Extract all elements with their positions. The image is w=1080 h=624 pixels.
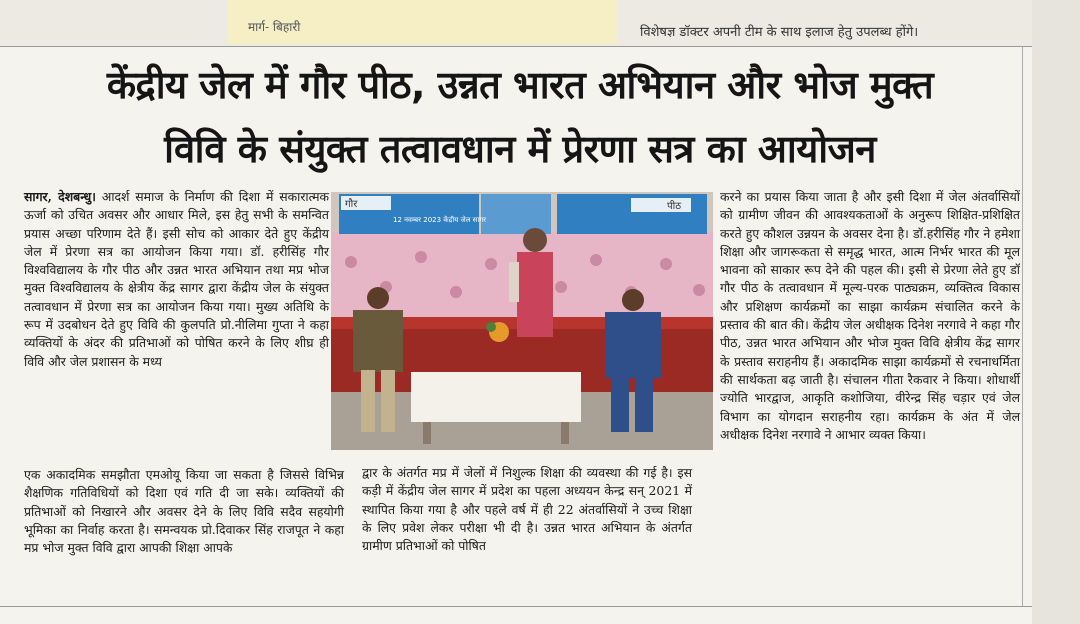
headline-line-2: विवि के संयुक्त तत्वावधान में प्रेरणा सत्र का आयोजन bbox=[164, 127, 876, 171]
banner-center-text: 12 नवम्बर 2023 केंद्रीय जेल सागर bbox=[393, 216, 487, 224]
event-photo bbox=[331, 192, 713, 450]
article-text-col1-bottom: एक अकादमिक समझौता एमओयू किया जा सकता है जिससे विभिन्न शैक्षणिक गतिविधियों को दिशा एवं गति दी जा सके। व्यक्तियों की प्रतिभाओं को निखारने और अवसर देने के लिए विवि सदैव सहयोगी भूमिका का निर्वाह करता है। समन्वयक प्रो.दिवाकर सिंह राजपूत ने कहा मप्र भोज मुक्त विवि द्वारा आपकी शिक्षा आपके bbox=[24, 467, 344, 556]
article-column-1 bbox=[24, 188, 329, 371]
article-column-2-bottom bbox=[362, 464, 692, 555]
bottom-rule bbox=[0, 606, 1080, 607]
page-margin-edge bbox=[1032, 0, 1080, 624]
cut-off-text-left: मार्ग- बिहारी bbox=[248, 20, 301, 34]
article-text-col1: आदर्श समाज के निर्माण की दिशा में सकारात्मक ऊर्जा को उचित अवसर और आधार मिले, इस हेतु सभी के समन्वित प्रयास अच्छा परिणाम देते हैं। इसी सोच को आकार देते हुए केंद्रीय जेल में प्रेरणा सत्र का आयोजन किया गया। डॉ. हरीसिंह गौर विश्वविद्यालय के गौर पीठ और उन्नत भारत अभियान तथा मप्र भोज मुक्त विश्वविद्यालय के क्षेत्रीय केंद्र सागर द्वारा केंद्रीय जेल के संयुक्त तत्वावधान में प्रेरणा सत्र का आयोजन किया गया। मुख्य अतिथि के रूप में उदबोधन देते हुए विवि की कुलपति प्रो.नीलिमा गुप्ता ने कहा व्यक्तियों के अंदर की प्रतिभाओं को पोषित करने के लिए शीघ्र ही विवि और जेल प्रशासन के मध्य bbox=[24, 189, 329, 369]
event-photo-illustration bbox=[331, 192, 713, 450]
banner-right-text: पीठ bbox=[667, 201, 682, 212]
article-column-1-bottom bbox=[24, 466, 344, 557]
cut-off-text-right: विशेषज्ञ डॉक्टर अपनी टीम के साथ इलाज हेतु उपलब्ध होंगे। bbox=[640, 25, 919, 40]
article-text-col3: करने का प्रयास किया जाता है और इसी दिशा में जेल अंतर्वासियों को ग्रामीण जीवन की आवश्यकताओं के अनुरूप शिक्षित-प्रशिक्षित करते हुए कौशल उन्नयन के अवसर देना है। डॉ.हरीसिंह गौर ने हमेशा शिक्षा और जागरूकता से समृद्ध भारत, आत्म निर्भर भारत की मूल भावना को साकार रूप देने की पहल की। इसी से प्रेरणा लेते हुए डॉ गौर पीठ के तत्वावधान में मूल्य-परक पाठ्यक्रम, व्यक्तित्व विकास और प्रशिक्षण कार्यक्रमों का साझा कार्यक्रम संचालित करने के प्रस्ताव की बात की। केंद्रीय जेल अधीक्षक दिनेश नरगावे ने कहा गौर पीठ, उन्नत भारत अभियान और भोज मुक्त विवि क्षेत्रीय केंद्र सागर के प्रस्ताव सराहनीय हैं। अकादमिक साझा कार्यक्रमों से रचनाधर्मिता की सार्थकता बढ़ जाती है। संचालन गीता रैकवार ने किया। शोधार्थी ज्योति भारद्वाज, आकृति कशोजिया, वीरेन्द्र सिंह चड़ार एवं जेल विभाग का योगदान सराहनीय रहा। कार्यक्रम के अंत में जेल अधीक्षक दिनेश नरगावे ने आभार व्यक्त किया। bbox=[720, 189, 1020, 442]
column-rule bbox=[1022, 46, 1023, 606]
banner-left-text: गौर bbox=[345, 199, 358, 210]
article-text-col2: द्वार के अंतर्गत मप्र में जेलों में निशुल्क शिक्षा की व्यवस्था की गई है। इस कड़ी में केंद्रीय जेल सागर में प्रदेश का पहला अध्ययन केन्द्र सन् 2021 में स्थापित किया गया है और पहले वर्ष में ही 22 अंतर्वासियों ने उच्च शिक्षा के लिए प्रवेश लेकर परीक्षा भी दी है। उन्नत भारत अभियान के अंतर्गत ग्रामीण प्रतिभाओं को पोषित bbox=[362, 465, 692, 554]
article-column-3 bbox=[720, 188, 1020, 444]
divider-line bbox=[0, 46, 1032, 47]
headline-line-1: केंद्रीय जेल में गौर पीठ, उन्नत भारत अभियान और भोज मुक्त bbox=[106, 63, 934, 107]
dateline: सागर, देशबन्धु। bbox=[24, 189, 96, 204]
